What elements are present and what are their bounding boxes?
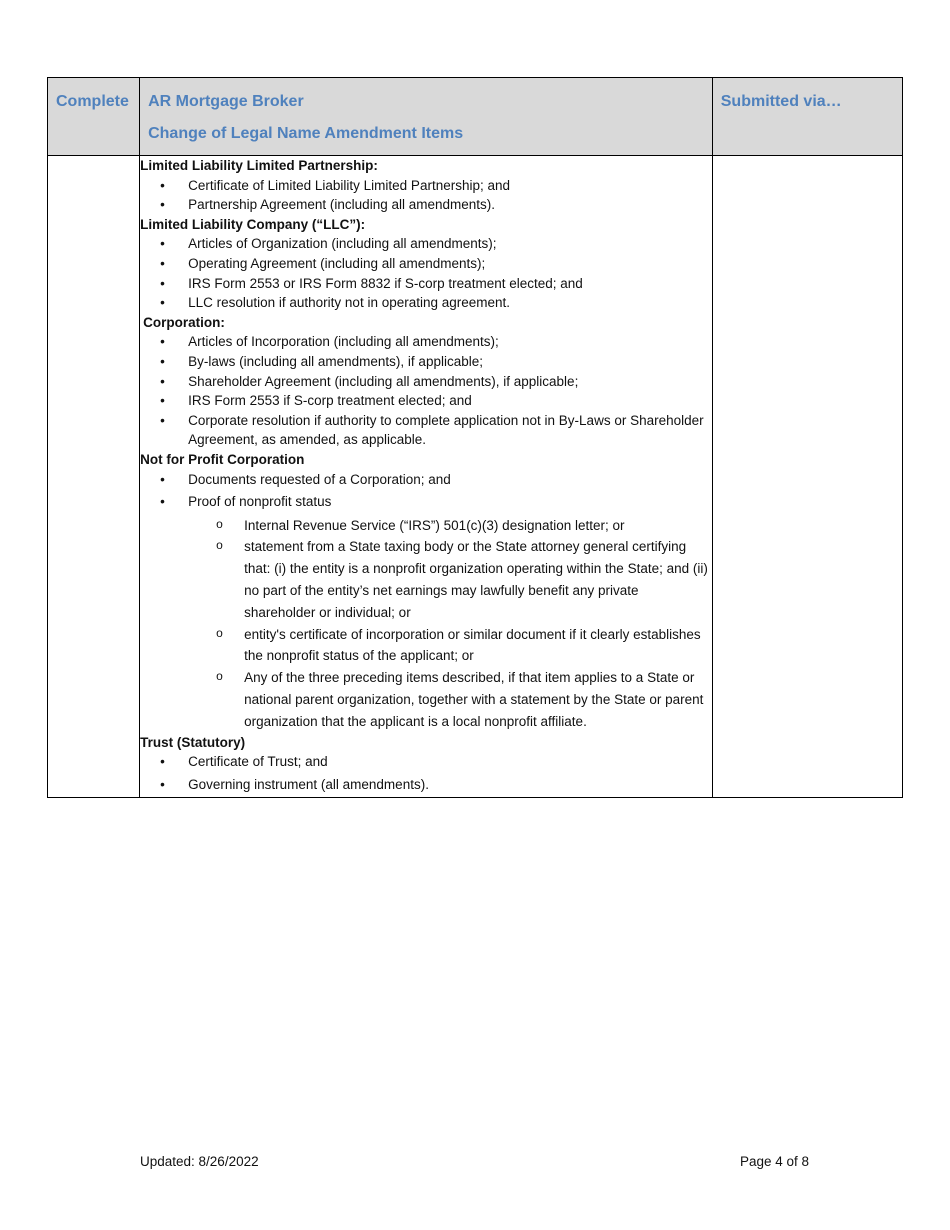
nonprofit-proof-sublist xyxy=(140,515,712,733)
submitted-header: Submitted via… xyxy=(720,93,842,110)
complete-header-cell xyxy=(48,78,140,156)
table-header-row xyxy=(48,78,903,156)
section-title-corporation: Corporation: xyxy=(143,314,225,330)
header-title-line2: Change of Legal Name Amendment Items xyxy=(148,125,464,142)
section-title-not-for-profit: Not for Profit Corporation xyxy=(140,451,305,467)
submitted-header-cell xyxy=(712,78,902,156)
header-title-line1: AR Mortgage Broker xyxy=(148,93,304,110)
list-item: • Certificate of Limited Liability Limited Partnership; and xyxy=(140,176,712,196)
section-title-lllp: Limited Liability Limited Partnership: xyxy=(140,158,378,173)
amendment-items-table xyxy=(47,77,903,798)
list-item: • Certificate of Trust; and xyxy=(140,752,712,772)
list-item xyxy=(140,492,712,512)
list-item: • LLC resolution if authority not in operating agreement. xyxy=(140,293,712,313)
list-item: • Partnership Agreement (including all amendments). xyxy=(140,195,712,215)
list-item: • Documents requested of a Corporation; and xyxy=(140,470,712,490)
lllp-list xyxy=(140,176,712,215)
list-item: • Articles of Organization (including all amendments); xyxy=(140,234,712,254)
list-item: • By-laws (including all amendments), if applicable; xyxy=(140,352,712,372)
trust-list xyxy=(140,752,712,794)
list-item: • IRS Form 2553 if S-corp treatment elected; and xyxy=(140,391,712,411)
sub-list-item: o Internal Revenue Service (“IRS”) 501(c)(3) designation letter; or xyxy=(140,515,712,537)
list-item: • Shareholder Agreement (including all amendments), if applicable; xyxy=(140,372,712,392)
list-item: • Articles of Incorporation (including all amendments); xyxy=(140,332,712,352)
list-item-label: Proof of nonprofit status xyxy=(188,494,332,510)
section-title-trust: Trust (Statutory) xyxy=(140,734,246,750)
list-item: • IRS Form 2553 or IRS Form 8832 if S-corp treatment elected; and xyxy=(140,274,712,294)
list-item: • Corporate resolution if authority to complete application not in By-Laws or Shareholder Agreement, as amended, as applicable. xyxy=(140,411,712,450)
section-title-llc: Limited Liability Company (“LLC”): xyxy=(140,216,366,232)
footer-page-number: Page 4 of 8 xyxy=(740,1154,810,1169)
list-item: • Governing instrument (all amendments). xyxy=(140,775,712,795)
not-for-profit-list xyxy=(140,470,712,512)
items-cell xyxy=(140,156,713,798)
title-header-cell xyxy=(140,78,713,156)
sub-list-item: o entity's certificate of incorporation or similar document if it clearly establishes the nonprofit status of the applicant; or xyxy=(140,624,712,668)
sub-list-item: o statement from a State taxing body or the State attorney general certifying that: (i) the entity is a nonprofit organization operating within the State; and (ii) no part of the entity’s net earnings may lawfully benefit any private shareholder or individual; or xyxy=(140,536,712,623)
llc-list xyxy=(140,234,712,312)
table-body-row xyxy=(48,156,903,798)
corporation-list xyxy=(140,332,712,450)
complete-header: Complete xyxy=(56,93,129,110)
submitted-cell xyxy=(712,156,902,798)
footer-updated: Updated: 8/26/2022 xyxy=(140,1154,259,1169)
list-item: • Operating Agreement (including all amendments); xyxy=(140,254,712,274)
sub-list-item: o Any of the three preceding items described, if that item applies to a State or national parent organization, together with a statement by the State or parent organization that the applicant is a local nonprofit affiliate. xyxy=(140,667,712,732)
complete-cell xyxy=(48,156,140,798)
